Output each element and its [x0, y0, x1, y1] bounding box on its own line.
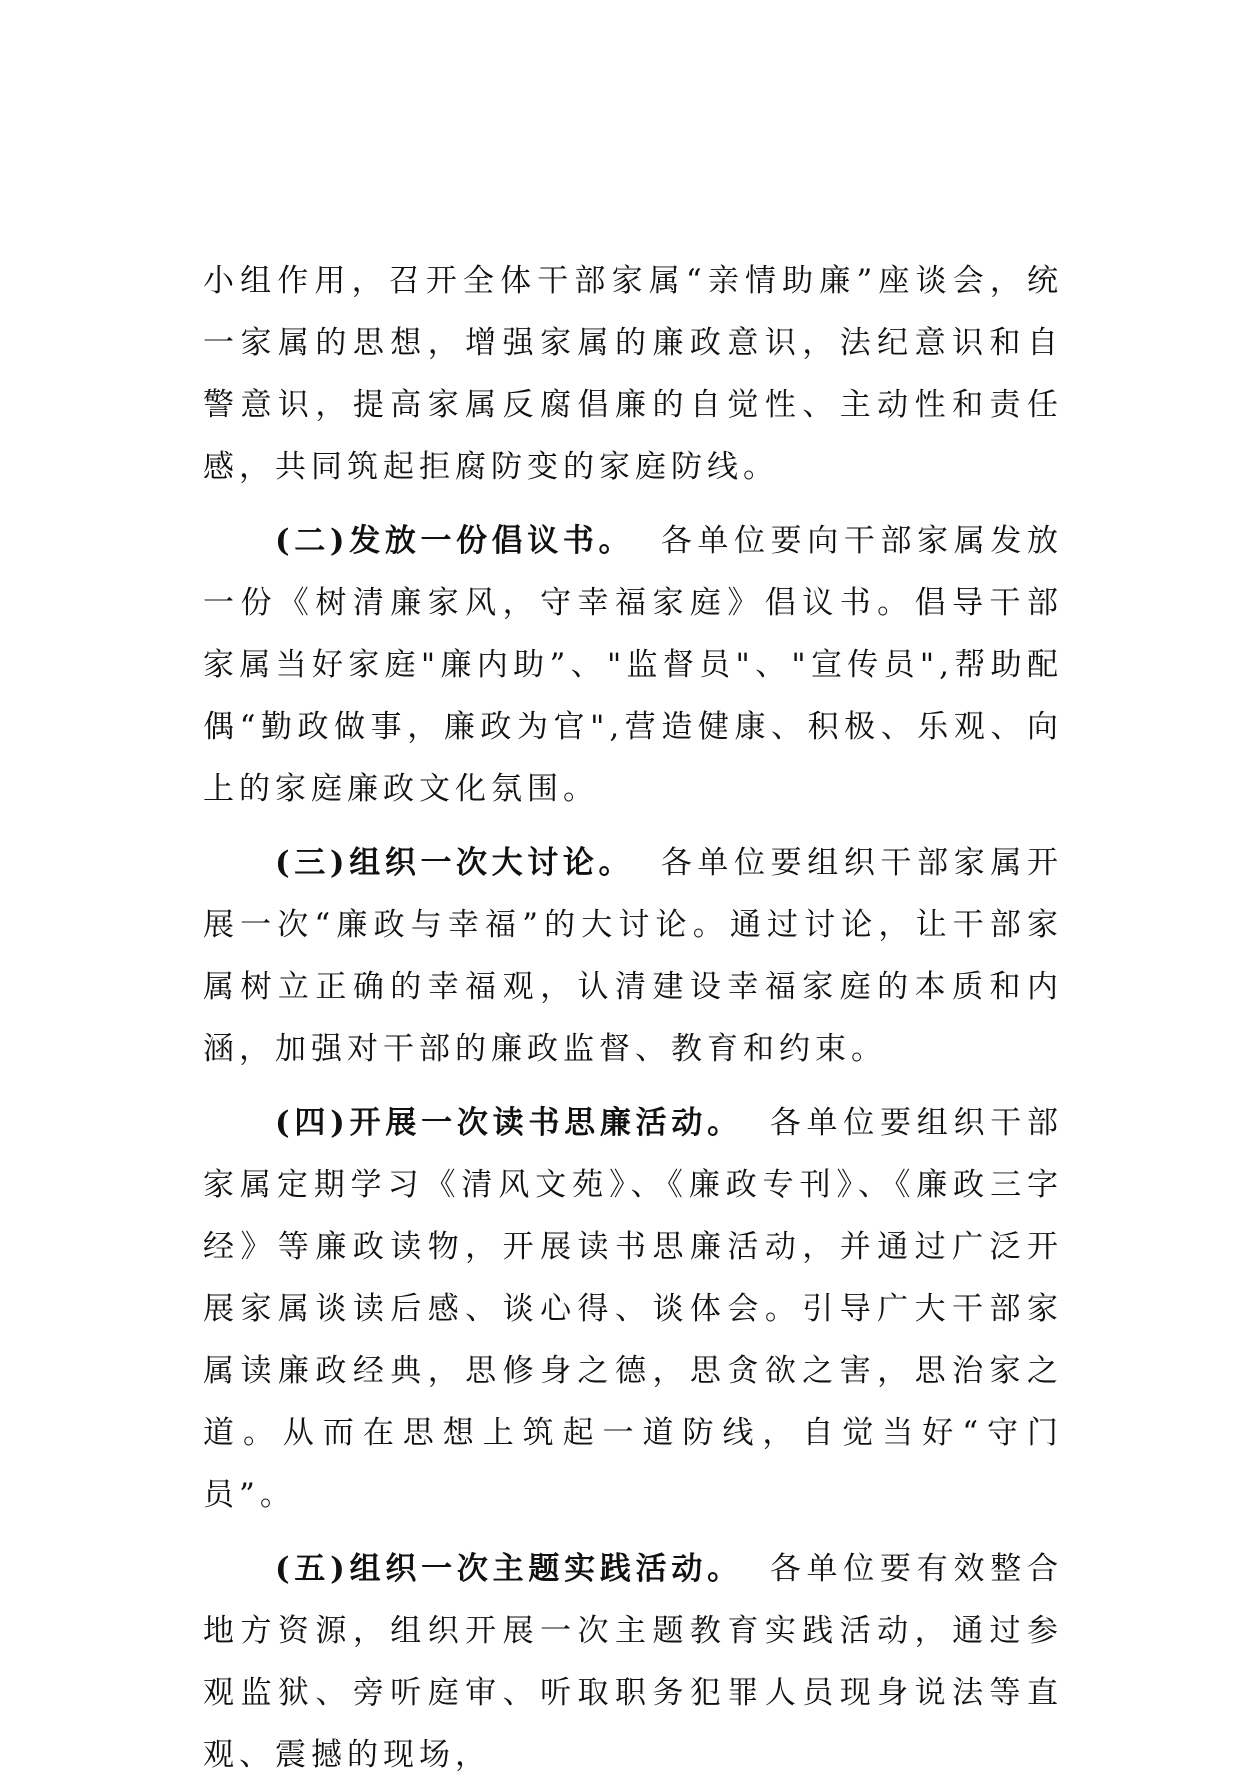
section-body-4: 各单位要组织干部家属定期学习《清风文苑》、《廉政专刊》、《廉政三字经》等廉政读物，开展读书思廉活动，并通过广泛开展家属谈读后感、谈心得、谈体会。引导广大干部家属读廉政经典，思修身之德，思贪欲之害，思治家之道。从而在思想上筑起一道防线，自觉当好“守门员”。: [203, 1105, 1063, 1513]
section-paragraph-4: [203, 1092, 1063, 1526]
section-body-2: 各单位要向干部家属发放一份《树清廉家风，守幸福家庭》倡议书。倡导干部家属当好家庭"廉内助”、"监督员"、"宣传员",帮助配偶“勤政做事，廉政为官",营造健康、积极、乐观、向上的家庭廉政文化氛围。: [203, 523, 1063, 807]
section-body-3: 各单位要组织干部家属开展一次“廉政与幸福”的大讨论。通过讨论，让干部家属树立正确的幸福观，认清建设幸福家庭的本质和内涵，加强对干部的廉政监督、教育和约束。: [203, 845, 1063, 1067]
section-heading-3: (三)组织一次大讨论。: [275, 845, 635, 881]
section-body-5: 各单位要有效整合地方资源，组织开展一次主题教育实践活动，通过参观监狱、旁听庭审、听取职务犯罪人员现身说法等直观、震撼的现场，: [203, 1551, 1063, 1773]
document-body: [203, 250, 1063, 1786]
section-heading-5: (五)组织一次主题实践活动。: [275, 1551, 743, 1587]
section-heading-2: (二)发放一份倡议书。: [275, 523, 635, 559]
section-paragraph-2: [203, 510, 1063, 820]
section-heading-4: (四)开展一次读书思廉活动。: [275, 1105, 743, 1141]
section-paragraph-3: [203, 832, 1063, 1080]
section-paragraph-5: [203, 1538, 1063, 1786]
intro-paragraph: 小组作用，召开全体干部家属“亲情助廉”座谈会，统一家属的思想，增强家属的廉政意识，法纪意识和自警意识，提高家属反腐倡廉的自觉性、主动性和责任感，共同筑起拒腐防变的家庭防线。: [203, 263, 1063, 485]
